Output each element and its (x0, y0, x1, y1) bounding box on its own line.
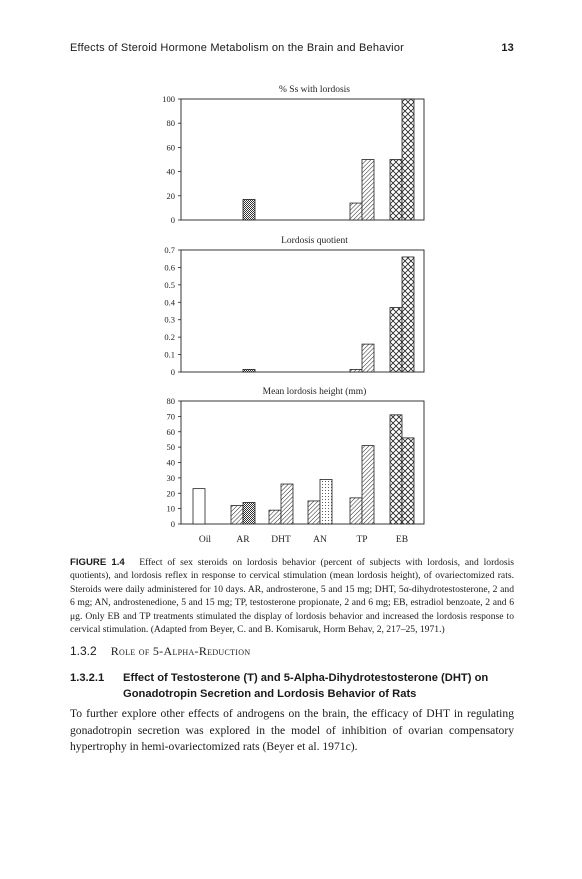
running-head-title: Effects of Steroid Hormone Metabolism on the Brain and Behavior (70, 42, 405, 54)
y-tick-label: 0.7 (164, 245, 175, 255)
chart-panel-3 (167, 386, 425, 545)
y-tick-label: 50 (166, 442, 175, 453)
chart-panel-1 (162, 85, 424, 225)
x-tick-label: AN (313, 535, 327, 545)
y-tick-label: 0 (170, 215, 175, 225)
bar-tp-2 (362, 160, 374, 221)
bar-tp-1 (350, 369, 362, 372)
chart-title: Lordosis quotient (281, 236, 348, 246)
x-tick-label: TP (356, 535, 368, 545)
bar-ar-2 (243, 199, 255, 220)
caption-label: FIGURE 1.4 (70, 557, 125, 568)
bar-an-1 (308, 501, 320, 524)
chart-frame (181, 401, 424, 524)
bar-eb-2 (402, 438, 414, 524)
chart-title: % Ss with lordosis (279, 85, 350, 95)
bar-tp-1 (350, 498, 362, 524)
y-tick-label: 40 (166, 457, 175, 468)
page-number: 13 (501, 42, 514, 54)
y-tick-label: 0 (170, 367, 175, 377)
bar-tp-2 (362, 446, 374, 524)
bar-eb-1 (390, 160, 402, 221)
caption-text: Effect of sex steroids on lordosis behavior (percent of subjects with lordosis, and lordosis quotients), and lordosis reflex in response to cervical stimulation (mean lordosis height), of ovariectomized rats. Steroids were daily administered for 10 days. AR, androsterone, 5 and 15 mg; DHT, 5α-dihydrotestosterone, 2 and 6 mg; AN, androstenedione, 5 and 15 mg; TP, testosterone propionate, 2 and 6 mg; EB, estradiol benzoate, 2 and 6 μg. Only EB and TP treatments stimulated the display of lordosis behavior and increased the lordosis response to cervical stimulation. (Adapted from Beyer, C. and B. Komisaruk, Horm Behav, 2, 217–25, 1971.) (70, 557, 515, 636)
body-paragraph: To further explore other effects of androgens on the brain, the efficacy of DHT in regulating gonadotropin secretion was explored in the model of inhibition of ovarian compensatory hypertrophy in hemi-ovariectomized rats (Beyer et al. 1971c). (70, 707, 514, 753)
figure-caption (70, 556, 514, 636)
y-tick-label: 40 (166, 166, 175, 177)
bar-oil-1 (193, 489, 205, 524)
bar-dht-1 (269, 510, 281, 524)
bar-an-2 (320, 479, 332, 524)
y-tick-label: 10 (166, 503, 175, 514)
chart-panel-2 (164, 236, 424, 377)
subsection-title: Effect of Testosterone (T) and 5-Alpha-Dihydrotestosterone (DHT) on Gonadotropin Secretion and Lordosis Behavior of Rats (123, 672, 489, 700)
x-tick-label: DHT (271, 535, 291, 545)
x-tick-label: AR (236, 535, 250, 545)
bar-eb-1 (390, 308, 402, 372)
y-tick-label: 60 (166, 142, 175, 153)
bar-eb-2 (402, 257, 414, 372)
y-tick-label: 30 (166, 472, 175, 483)
y-tick-label: 60 (166, 426, 175, 437)
subsection-heading (70, 670, 520, 702)
bar-eb-2 (402, 99, 414, 220)
y-tick-label: 0.3 (164, 314, 175, 325)
bar-tp-2 (362, 344, 374, 372)
chart-frame (181, 99, 424, 220)
x-tick-label: Oil (198, 535, 212, 545)
chart-title: Mean lordosis height (mm) (262, 387, 367, 397)
chart-frame (181, 250, 424, 372)
y-tick-label: 20 (166, 488, 175, 499)
y-tick-label: 0.5 (164, 279, 175, 290)
y-tick-label: 100 (162, 94, 175, 104)
bar-ar-1 (231, 506, 243, 524)
bar-tp-1 (350, 203, 362, 220)
x-tick-label: EB (395, 535, 409, 545)
bar-dht-2 (281, 484, 293, 524)
bar-ar-2 (243, 502, 255, 524)
y-tick-label: 0 (170, 519, 175, 529)
bar-ar-2 (243, 369, 255, 372)
section-number: 1.3.2 (70, 644, 97, 658)
bar-eb-1 (390, 415, 402, 524)
y-tick-label: 0.6 (164, 262, 175, 273)
y-tick-label: 0.2 (164, 332, 175, 343)
y-tick-label: 0.1 (164, 349, 175, 360)
y-tick-label: 80 (166, 118, 175, 129)
subsection-number: 1.3.2.1 (70, 672, 105, 684)
y-tick-label: 0.4 (164, 297, 175, 308)
y-tick-label: 20 (166, 190, 175, 201)
section-heading (70, 644, 250, 659)
section-title: Role of 5-Alpha-Reduction (110, 644, 251, 658)
y-tick-label: 80 (166, 396, 175, 406)
y-tick-label: 70 (166, 411, 175, 422)
